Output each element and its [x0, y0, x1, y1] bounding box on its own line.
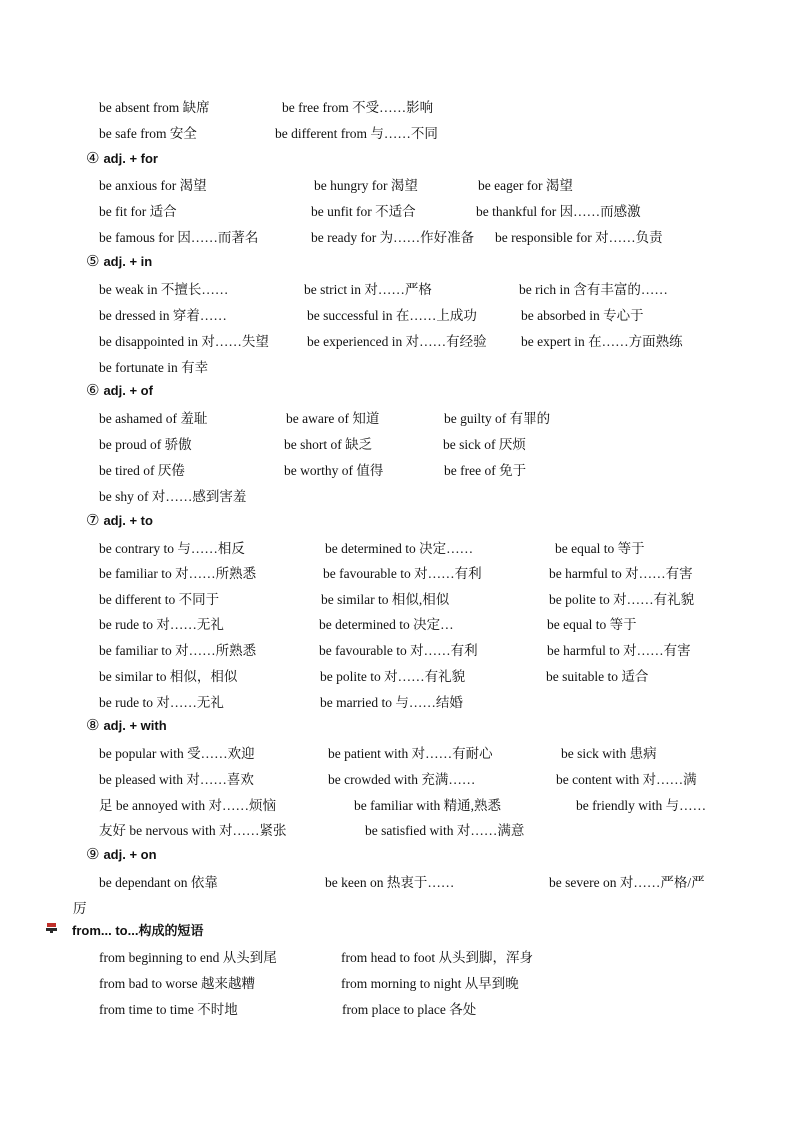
phrase-item: be equal to 等于: [555, 541, 645, 556]
phrase-line: [0, 946, 800, 964]
phrase-item: be dependant on 依靠: [99, 875, 218, 890]
phrase-line: [0, 613, 800, 631]
phrase-line: [0, 330, 800, 348]
phrase-item: be eager for 渴望: [478, 178, 573, 193]
phrase-line: [0, 200, 800, 218]
phrase-item: from beginning to end 从头到尾: [99, 950, 277, 965]
phrase-item: be different from 与……不同: [275, 126, 438, 141]
phrase-line: [0, 819, 800, 837]
phrase-item: be successful in 在……上成功: [307, 308, 477, 323]
phrase-item: be short of 缺乏: [284, 437, 373, 452]
section-header-on: ⑨ adj. + on: [86, 846, 157, 863]
phrase-item: be different to 不同于: [99, 592, 220, 607]
phrase-item: be ready for 为……作好准备: [311, 230, 475, 245]
phrase-item: be absent from 缺席: [99, 100, 210, 115]
stamp-icon: [46, 922, 57, 933]
phrase-item: be free from 不受……影响: [282, 100, 434, 115]
phrase-item: be safe from 安全: [99, 126, 197, 141]
phrase-line: [0, 278, 800, 296]
phrase-line: [0, 562, 800, 580]
phrase-item: be friendly with 与……: [576, 798, 707, 813]
phrase-item: be determined to 决定…: [319, 617, 454, 632]
phrase-item: be familiar to 对……所熟悉: [99, 643, 257, 658]
phrase-line: [0, 768, 800, 786]
section-header-in: ⑤ adj. + in: [86, 253, 153, 270]
phrase-item: 足 be annoyed with 对……烦恼: [99, 798, 276, 813]
section-header-to: ⑦ adj. + to: [86, 512, 153, 529]
phrase-item: be similar to 相似，相似: [99, 669, 238, 684]
phrase-item: be content with 对……满: [556, 772, 697, 787]
phrase-item: from place to place 各处: [342, 1002, 477, 1017]
phrase-item: be rude to 对……无礼: [99, 695, 224, 710]
phrase-line: [0, 794, 800, 812]
phrase-item: be ashamed of 羞耻: [99, 411, 208, 426]
phrase-item: be tired of 厌倦: [99, 463, 185, 478]
phrase-item: be thankful for 因……而感激: [476, 204, 641, 219]
section-header-with: ⑧ adj. + with: [86, 717, 167, 734]
phrase-line: [0, 356, 800, 374]
phrase-line: [0, 96, 800, 114]
phrase-item: be favourable to 对……有利: [323, 566, 482, 581]
phrase-item: be shy of 对……感到害羞: [99, 489, 247, 504]
phrase-item: be fortunate in 有幸: [99, 360, 209, 375]
phrase-item: be satisfied with 对……满意: [365, 823, 525, 838]
phrase-item: be pleased with 对……喜欢: [99, 772, 254, 787]
phrase-line: [0, 588, 800, 606]
phrase-item: be familiar to 对……所熟悉: [99, 566, 257, 581]
phrase-item: be dressed in 穿着……: [99, 308, 227, 323]
phrase-line: [0, 304, 800, 322]
phrase-item: be suitable to 适合: [546, 669, 649, 684]
phrase-item: be severe on 对……严格/严: [549, 875, 705, 890]
phrase-item: be sick with 患病: [561, 746, 657, 761]
phrase-item: be harmful to 对……有害: [547, 643, 691, 658]
phrase-item: from bad to worse 越来越糟: [99, 976, 255, 991]
phrase-item: be hungry for 渴望: [314, 178, 418, 193]
section-header-of: ⑥ adj. + of: [86, 382, 153, 399]
phrase-item: be expert in 在……方面熟练: [521, 334, 683, 349]
phrase-item: be popular with 受……欢迎: [99, 746, 255, 761]
phrase-item: be polite to 对……有礼貌: [320, 669, 466, 684]
phrase-line: [0, 639, 800, 657]
phrase-item: from head to foot 从头到脚，浑身: [341, 950, 533, 965]
phrase-line: [0, 433, 800, 451]
phrase-item: be disappointed in 对……失望: [99, 334, 269, 349]
phrase-item: be rich in 含有丰富的……: [519, 282, 668, 297]
phrase-line: [0, 972, 800, 990]
phrase-item: be favourable to 对……有利: [319, 643, 478, 658]
phrase-line: [0, 174, 800, 192]
phrase-item: be proud of 骄傲: [99, 437, 192, 452]
phrase-item: be guilty of 有罪的: [444, 411, 551, 426]
phrase-line: [0, 691, 800, 709]
phrase-item: be contrary to 与……相反: [99, 541, 245, 556]
phrase-line: [0, 665, 800, 683]
phrase-item: from time to time 不时地: [99, 1002, 238, 1017]
phrase-item: be experienced in 对……有经验: [307, 334, 487, 349]
phrase-item: be worthy of 值得: [284, 463, 384, 478]
phrase-line: [0, 871, 800, 889]
phrase-line: [0, 122, 800, 140]
phrase-item: be equal to 等于: [547, 617, 637, 632]
phrase-item: be crowded with 充满……: [328, 772, 476, 787]
phrase-line: [0, 537, 800, 555]
phrase-item: be famous for 因……而著名: [99, 230, 259, 245]
phrase-item: be married to 与……结婚: [320, 695, 463, 710]
phrase-item: be rude to 对……无礼: [99, 617, 224, 632]
phrase-line: [0, 407, 800, 425]
phrase-item: be polite to 对……有礼貌: [549, 592, 695, 607]
phrase-item: be anxious for 渴望: [99, 178, 207, 193]
phrase-item: be weak in 不擅长……: [99, 282, 229, 297]
phrase-line: [0, 742, 800, 760]
phrase-item: 友好 be nervous with 对……紧张: [99, 823, 287, 838]
phrase-item: be familiar with 精通,熟悉: [354, 798, 501, 813]
phrase-item: be sick of 厌烦: [443, 437, 526, 452]
phrase-item: be similar to 相似,相似: [321, 592, 450, 607]
phrase-item: be keen on 热衷于……: [325, 875, 455, 890]
phrase-line: [0, 226, 800, 244]
phrase-item: 厉: [73, 901, 87, 916]
phrase-item: be unfit for 不适合: [311, 204, 416, 219]
phrase-line: [0, 485, 800, 503]
phrase-item: from morning to night 从早到晚: [341, 976, 519, 991]
phrase-line: [0, 998, 800, 1016]
phrase-item: be fit for 适合: [99, 204, 177, 219]
phrase-item: be free of 免于: [444, 463, 527, 478]
phrase-item: be responsible for 对……负责: [495, 230, 663, 245]
phrase-item: be determined to 决定……: [325, 541, 474, 556]
section-header-for: ④ adj. + for: [86, 150, 158, 167]
phrase-item: be aware of 知道: [286, 411, 380, 426]
phrase-line: [0, 459, 800, 477]
phrase-line: [0, 897, 800, 915]
phrase-item: be harmful to 对……有害: [549, 566, 693, 581]
phrase-item: be strict in 对……严格: [304, 282, 432, 297]
section-title-from-to: from... to...构成的短语: [72, 923, 204, 938]
phrase-item: be absorbed in 专心于: [521, 308, 644, 323]
phrase-item: be patient with 对……有耐心: [328, 746, 493, 761]
